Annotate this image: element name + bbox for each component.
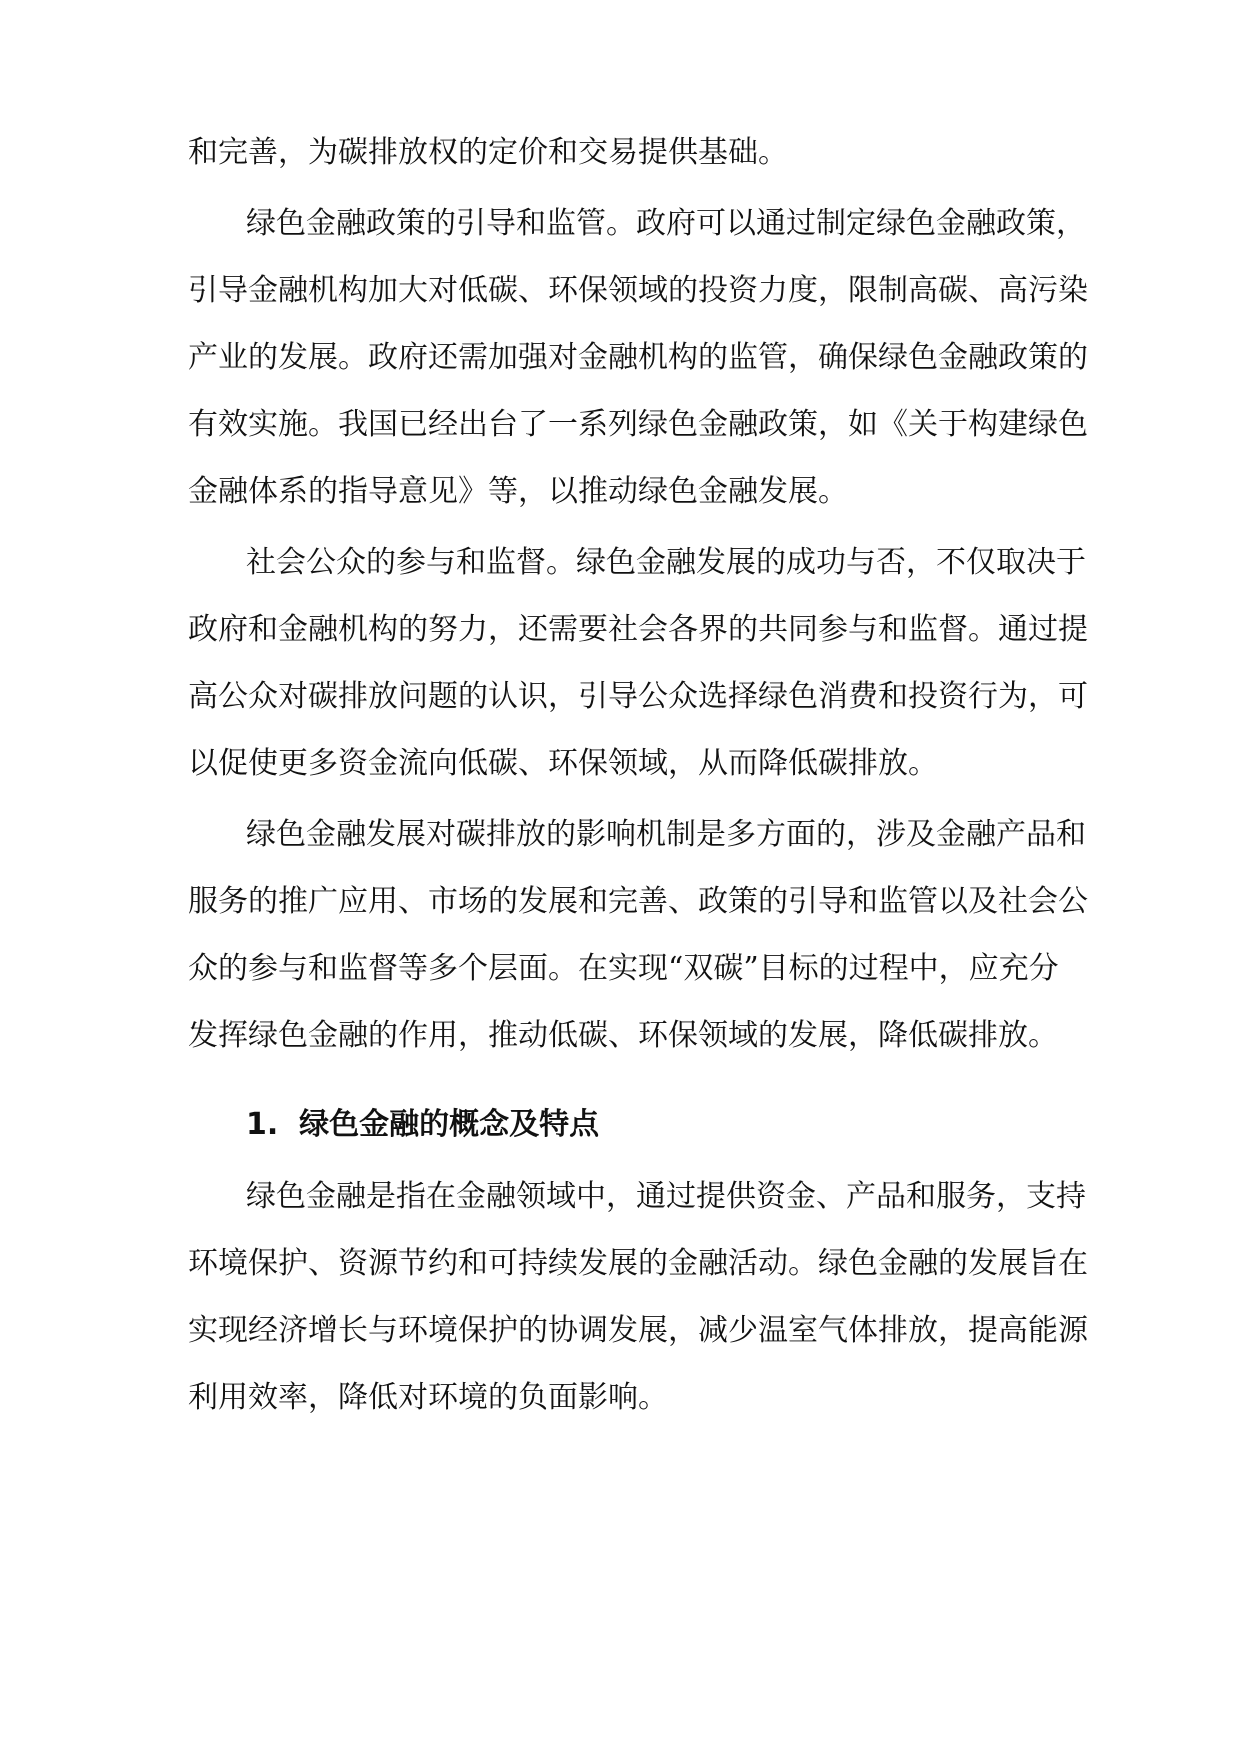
text-line: 社会公众的参与和监督。绿色金融发展的成功与否，不仅取决于 — [246, 545, 1086, 580]
text-line: 服务的推广应用、市场的发展和完善、政策的引导和监管以及社会公 — [188, 884, 1088, 919]
section-title: 绿色金融的概念及特点 — [299, 1107, 600, 1142]
text-line: 引导金融机构加大对低碳、环保领域的投资力度，限制高碳、高污染 — [188, 273, 1088, 308]
text-line: 金融体系的指导意见》等，以推动绿色金融发展。 — [188, 474, 848, 509]
text-line: 众的参与和监督等多个层面。在实现“双碳”目标的过程中，应充分 — [188, 951, 1059, 986]
text-line: 绿色金融政策的引导和监管。政府可以通过制定绿色金融政策， — [246, 206, 1086, 241]
text-line: 有效实施。我国已经出台了一系列绿色金融政策，如《关于构建绿色 — [188, 407, 1088, 442]
section-number: 1. — [246, 1107, 279, 1142]
text-line: 和完善，为碳排放权的定价和交易提供基础。 — [188, 135, 788, 170]
text-line: 发挥绿色金融的作用，推动低碳、环保领域的发展，降低碳排放。 — [188, 1018, 1058, 1053]
text-line: 产业的发展。政府还需加强对金融机构的监管，确保绿色金融政策的 — [188, 340, 1088, 375]
text-line: 实现经济增长与环境保护的协调发展，减少温室气体排放，提高能源 — [188, 1313, 1088, 1348]
text-line: 政府和金融机构的努力，还需要社会各界的共同参与和监督。通过提 — [188, 612, 1088, 647]
section-heading — [246, 1105, 599, 1145]
text-line: 以促使更多资金流向低碳、环保领域，从而降低碳排放。 — [188, 746, 938, 781]
text-line: 绿色金融发展对碳排放的影响机制是多方面的，涉及金融产品和 — [246, 817, 1086, 852]
text-line: 环境保护、资源节约和可持续发展的金融活动。绿色金融的发展旨在 — [188, 1246, 1088, 1281]
text-line: 利用效率，降低对环境的负面影响。 — [188, 1380, 668, 1415]
text-line: 绿色金融是指在金融领域中，通过提供资金、产品和服务，支持 — [246, 1179, 1086, 1214]
text-line: 高公众对碳排放问题的认识，引导公众选择绿色消费和投资行为，可 — [188, 679, 1088, 714]
